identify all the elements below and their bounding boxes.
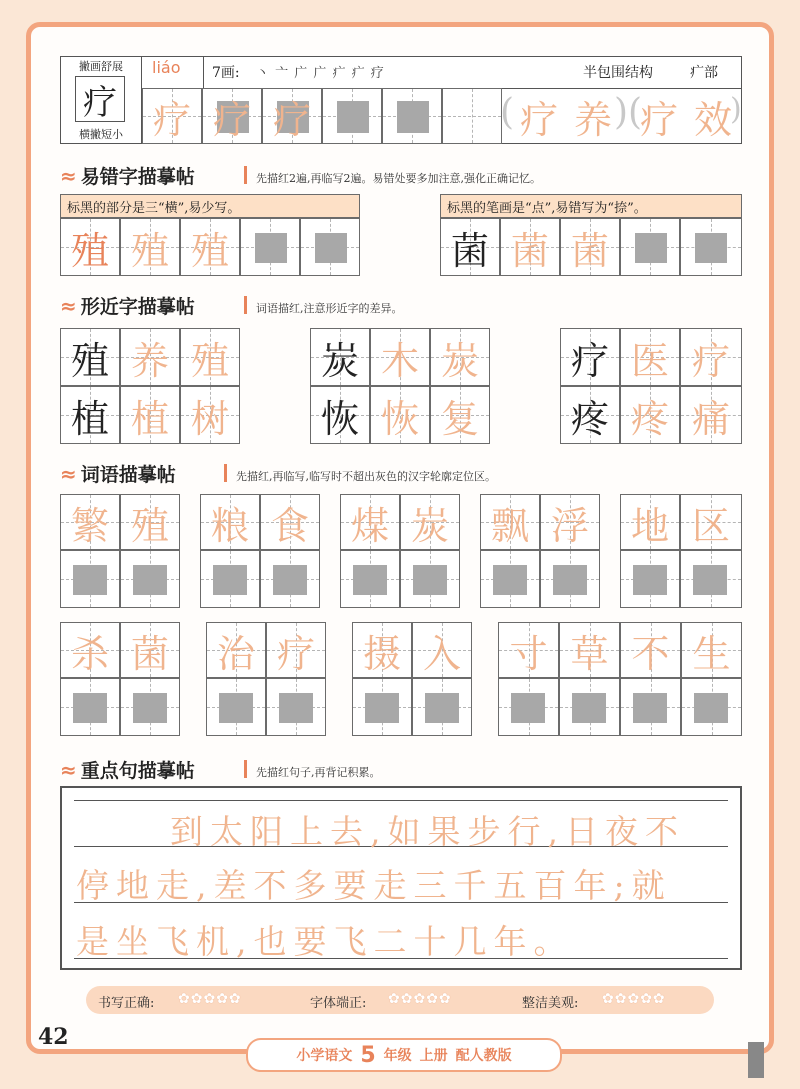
error-cell: 殖 xyxy=(120,218,180,276)
strokes-label: 7画: xyxy=(212,65,240,81)
word-cell: 区 xyxy=(680,494,742,550)
similar-cell: 炭 xyxy=(430,328,490,386)
similar-cell: 疗 xyxy=(560,328,620,386)
header-practice-cell: 疗 xyxy=(262,88,322,144)
word-cell xyxy=(120,678,180,736)
wave-icon: ≈ xyxy=(60,758,77,782)
word-cell: 杀 xyxy=(60,622,120,678)
similar-cell: 养 xyxy=(120,328,180,386)
error-cell: 殖 xyxy=(60,218,120,276)
error-cell xyxy=(680,218,742,276)
word-cell: 菌 xyxy=(120,622,180,678)
word-cell xyxy=(120,550,180,608)
header-practice-cell: 疗 xyxy=(202,88,262,144)
similar-cell: 植 xyxy=(120,386,180,444)
word-cell: 粮 xyxy=(200,494,260,550)
error-cell xyxy=(620,218,680,276)
word-cell: 摄 xyxy=(352,622,412,678)
sentence-line-2: 停地走,差不多要走三千五百年;就 xyxy=(76,866,672,905)
error-cell: 殖 xyxy=(180,218,240,276)
paren-mid: )( xyxy=(614,92,643,133)
word-cell: 煤 xyxy=(340,494,400,550)
section-sub-errors: 先描红2遍,再临写2遍。易错处要多加注意,强化正确记忆。 xyxy=(256,172,541,185)
word-cell: 浮 xyxy=(540,494,600,550)
header-practice-cell: 疗 xyxy=(142,88,202,144)
wave-icon: ≈ xyxy=(60,462,77,486)
word-cell: 炭 xyxy=(400,494,460,550)
writing-line xyxy=(74,800,728,801)
page-number: 42 xyxy=(38,1024,69,1050)
rating-bar xyxy=(86,986,714,1014)
word-cell: 寸 xyxy=(498,622,559,678)
similar-cell: 殖 xyxy=(180,328,240,386)
word-cell xyxy=(206,678,266,736)
header-word-2: 疗 效 xyxy=(639,97,732,142)
footer-term: 上册 xyxy=(419,1048,448,1064)
header-practice-cell xyxy=(322,88,382,144)
section-sub-similar: 词语描红,注意形近字的差异。 xyxy=(256,302,403,315)
word-cell xyxy=(559,678,620,736)
stroke-order: 丶 亠 广 广 疒 疒 疗 xyxy=(256,66,385,81)
word-cell: 繁 xyxy=(60,494,120,550)
word-cell xyxy=(412,678,472,736)
structure: 半包围结构 xyxy=(583,65,653,81)
word-cell: 食 xyxy=(260,494,320,550)
word-cell: 草 xyxy=(559,622,620,678)
header-practice-cell xyxy=(442,88,502,144)
title-bar xyxy=(224,464,227,482)
footer-grade: 5 xyxy=(360,1042,376,1068)
word-cell: 疗 xyxy=(266,622,326,678)
footer-grade-unit: 年级 xyxy=(383,1048,412,1064)
word-cell xyxy=(260,550,320,608)
section-title-similar: ≈ 形近字描摹帖 xyxy=(60,294,195,318)
sentence-line-3: 是坐飞机,也要飞二十几年。 xyxy=(76,922,574,961)
error-cell: 菌 xyxy=(560,218,620,276)
similar-cell: 恢 xyxy=(310,386,370,444)
radical: 疒部 xyxy=(690,65,718,81)
paren-open: ( xyxy=(500,92,515,133)
similar-cell: 复 xyxy=(430,386,490,444)
error-note-1: 标黑的部分是三“横”,易少写。 xyxy=(60,194,360,218)
error-note-2: 标黑的笔画是“点”,易错写为“捺”。 xyxy=(440,194,742,218)
header-word-1: 疗 养 xyxy=(519,97,612,142)
similar-cell: 疼 xyxy=(620,386,680,444)
char-model-box xyxy=(60,56,142,144)
error-cell: 菌 xyxy=(440,218,500,276)
tip-top: 撇画舒展 xyxy=(79,60,123,73)
similar-cell: 医 xyxy=(620,328,680,386)
word-cell: 飘 xyxy=(480,494,540,550)
star-icon[interactable]: ✿✿✿✿✿ xyxy=(602,991,666,1007)
footer-edition: 配人教版 xyxy=(455,1048,512,1064)
section-sub-words: 先描红,再临写,临写时不超出灰色的汉字轮廓定位区。 xyxy=(236,470,496,483)
footer-subject: 小学语文 xyxy=(296,1048,353,1064)
wave-icon: ≈ xyxy=(60,294,77,318)
word-cell xyxy=(400,550,460,608)
section-sub-sentence: 先描红句子,再背记积累。 xyxy=(256,766,381,779)
word-cell xyxy=(620,550,680,608)
word-cell xyxy=(498,678,559,736)
model-char-cell xyxy=(75,76,125,122)
model-char: 疗 xyxy=(83,82,117,123)
word-cell xyxy=(680,550,742,608)
word-cell xyxy=(60,678,120,736)
word-cell: 入 xyxy=(412,622,472,678)
word-cell: 治 xyxy=(206,622,266,678)
sentence-box xyxy=(60,786,742,970)
tip-bottom: 横撇短小 xyxy=(79,128,123,141)
error-cell xyxy=(240,218,300,276)
similar-cell: 殖 xyxy=(60,328,120,386)
error-cell xyxy=(300,218,360,276)
section-title-sentence: ≈ 重点句描摹帖 xyxy=(60,758,195,782)
word-cell: 不 xyxy=(620,622,681,678)
paren-close: ) xyxy=(730,92,742,127)
similar-cell: 疼 xyxy=(560,386,620,444)
footer-badge xyxy=(246,1038,562,1072)
word-cell xyxy=(60,550,120,608)
header-practice-cell xyxy=(382,88,442,144)
rating-label-neat: 字体端正: xyxy=(310,996,367,1011)
similar-cell: 树 xyxy=(180,386,240,444)
section-title-words: ≈ 词语描摹帖 xyxy=(60,462,176,486)
pinyin: liáo xyxy=(152,58,181,77)
word-cell xyxy=(200,550,260,608)
error-cell: 菌 xyxy=(500,218,560,276)
section-title-errors: ≈ 易错字描摹帖 xyxy=(60,164,195,188)
similar-cell: 植 xyxy=(60,386,120,444)
similar-cell: 炭 xyxy=(310,328,370,386)
word-cell xyxy=(681,678,742,736)
similar-cell: 疗 xyxy=(680,328,742,386)
pinyin-divider xyxy=(203,56,204,88)
rating-label-clean: 整洁美观: xyxy=(522,996,579,1011)
wave-icon: ≈ xyxy=(60,164,77,188)
word-cell: 殖 xyxy=(120,494,180,550)
star-icon[interactable]: ✿✿✿✿✿ xyxy=(178,991,242,1007)
title-bar xyxy=(244,296,247,314)
title-bar xyxy=(244,760,247,778)
similar-cell: 恢 xyxy=(370,386,430,444)
word-cell: 生 xyxy=(681,622,742,678)
word-cell xyxy=(480,550,540,608)
word-cell: 地 xyxy=(620,494,680,550)
rating-label-correct: 书写正确: xyxy=(98,996,155,1011)
star-icon[interactable]: ✿✿✿✿✿ xyxy=(388,991,452,1007)
word-cell xyxy=(540,550,600,608)
word-cell xyxy=(352,678,412,736)
sentence-line-1: 到太阳上去,如果步行,日夜不 xyxy=(170,812,685,851)
word-cell xyxy=(266,678,326,736)
word-cell xyxy=(620,678,681,736)
corner-mark xyxy=(748,1042,764,1078)
similar-cell: 痛 xyxy=(680,386,742,444)
word-cell xyxy=(340,550,400,608)
similar-cell: 木 xyxy=(370,328,430,386)
title-bar xyxy=(244,166,247,184)
